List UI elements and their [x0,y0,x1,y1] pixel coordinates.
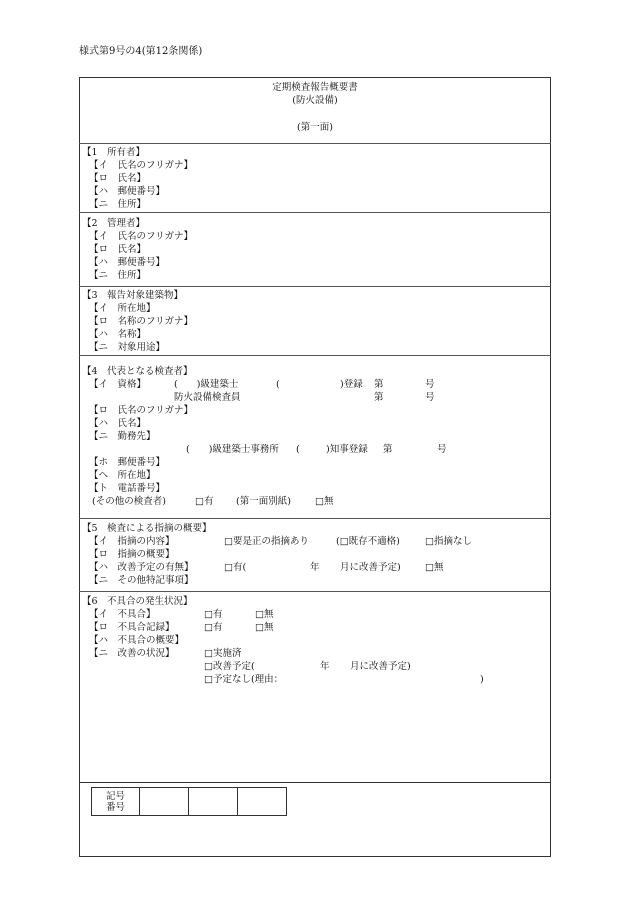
field-label: 【ニ 勤務先】 [89,431,156,442]
qualification-architect: ( )級建築士 [174,379,239,390]
field-label: 【ロ 指摘の概要】 [89,549,175,560]
field-label: 【イ 氏名のフリガナ】 [89,160,194,171]
number-prefix: 第 [383,444,393,455]
paren-close: ) [480,674,484,685]
month-label: 月に改善予定) [340,562,401,573]
office-architect: ( )級建築士事務所 [186,444,279,455]
field-label: 【ハ 郵便番号】 [89,186,166,197]
record-label-line1: 記号 [105,790,125,802]
field-label: 【イ 指摘の内容】 [89,536,175,547]
field-label: 【ハ 名称】 [89,329,147,340]
field-label: 【ニ 住所】 [89,270,147,281]
divider [79,355,551,356]
year-label: 年 [320,661,330,672]
checkbox-no-findings[interactable]: □指摘なし [425,536,472,547]
divider [79,782,551,783]
form-title: 定期検査報告概要書 [272,82,358,93]
record-number-cell[interactable] [189,788,238,816]
checkbox-correction-needed[interactable]: □要是正の指摘あり [224,536,309,547]
month-label: 月に改善予定) [350,661,411,672]
field-label: 【ロ 不具合記録】 [89,622,175,633]
paren-open: ( [296,444,300,455]
number-prefix: 第 [374,379,384,390]
checkbox-no[interactable]: □無 [315,496,334,507]
divider [79,212,551,213]
paren-open: ( [276,379,280,390]
year-label: 年 [310,562,320,573]
checkbox-improvement-yes[interactable]: □有( [224,562,247,573]
field-label: 【ハ 改善予定の有無】 [89,562,194,573]
field-label: 【ヘ 所在地】 [89,470,156,481]
form-number: 様式第9号の4(第12条関係) [79,46,203,57]
field-label: 【ロ 氏名】 [89,173,147,184]
field-label: 【ロ 名称のフリガナ】 [89,316,194,327]
divider [79,518,551,519]
field-label: 【ハ 氏名】 [89,418,147,429]
field-label: 【ニ 改善の状況】 [89,648,175,659]
checkbox-yes[interactable]: □有 [195,496,214,507]
field-label: 【ニ 住所】 [89,199,147,210]
form-subtitle: (防火設備) [292,95,338,106]
field-label: 【イ 不具合】 [89,609,156,620]
checkbox-no[interactable]: □無 [255,622,274,633]
field-label: 【イ 氏名のフリガナ】 [89,231,194,242]
checkbox-no-plan[interactable]: □予定なし(理由： [204,674,284,685]
field-label: 【ロ 氏名】 [89,244,147,255]
field-label: 【ト 電話番号】 [89,483,166,494]
qualification-inspector: 防火設備検査員 [174,392,241,403]
record-number-table [91,787,287,816]
field-label: 【ニ その他特記事項】 [89,575,194,586]
other-inspectors-label: (その他の検査者) [92,496,166,507]
section-header: 【5 検査による指摘の概要】 [82,523,212,534]
governor-registration: )知事登録 [326,444,368,455]
field-label: 【イ 資格】 [89,379,147,390]
section-header: 【6 不具合の発生状況】 [82,596,193,607]
field-label: 【ロ 氏名のフリガナ】 [89,405,194,416]
field-label: 【ニ 対象用途】 [89,342,166,353]
divider [79,591,551,592]
record-label-line2: 番号 [105,801,125,813]
field-label: 【ハ 不具合の概要】 [89,635,185,646]
checkbox-yes[interactable]: □有 [204,622,223,633]
record-number-cell[interactable] [238,788,287,816]
checkbox-planned[interactable]: □改善予定( [204,661,255,672]
checkbox-yes[interactable]: □有 [204,609,223,620]
checkbox-implemented[interactable]: □実施済 [204,648,242,659]
number-suffix: 号 [437,444,447,455]
section-header: 【2 管理者】 [82,218,146,229]
checkbox-improvement-no[interactable]: □無 [425,562,444,573]
registration-label: )登録 [340,379,363,390]
attachment-note: (第一面別紙) [236,496,291,507]
field-label: 【ホ 郵便番号】 [89,457,166,468]
divider [79,143,551,144]
checkbox-no[interactable]: □無 [255,609,274,620]
section-header: 【4 代表となる検査者】 [82,366,193,377]
page-number: (第一面) [297,122,333,133]
checkbox-existing-nonconforming[interactable]: (□既存不適格) [336,536,400,547]
number-prefix: 第 [374,392,384,403]
section-header: 【1 所有者】 [82,147,146,158]
divider [79,286,551,287]
section-header: 【3 報告対象建築物】 [82,290,184,301]
field-label: 【ハ 郵便番号】 [89,257,166,268]
number-suffix: 号 [425,379,435,390]
record-number-cell[interactable] [140,788,189,816]
record-number-label [92,788,140,816]
number-suffix: 号 [425,392,435,403]
field-label: 【イ 所在地】 [89,303,156,314]
